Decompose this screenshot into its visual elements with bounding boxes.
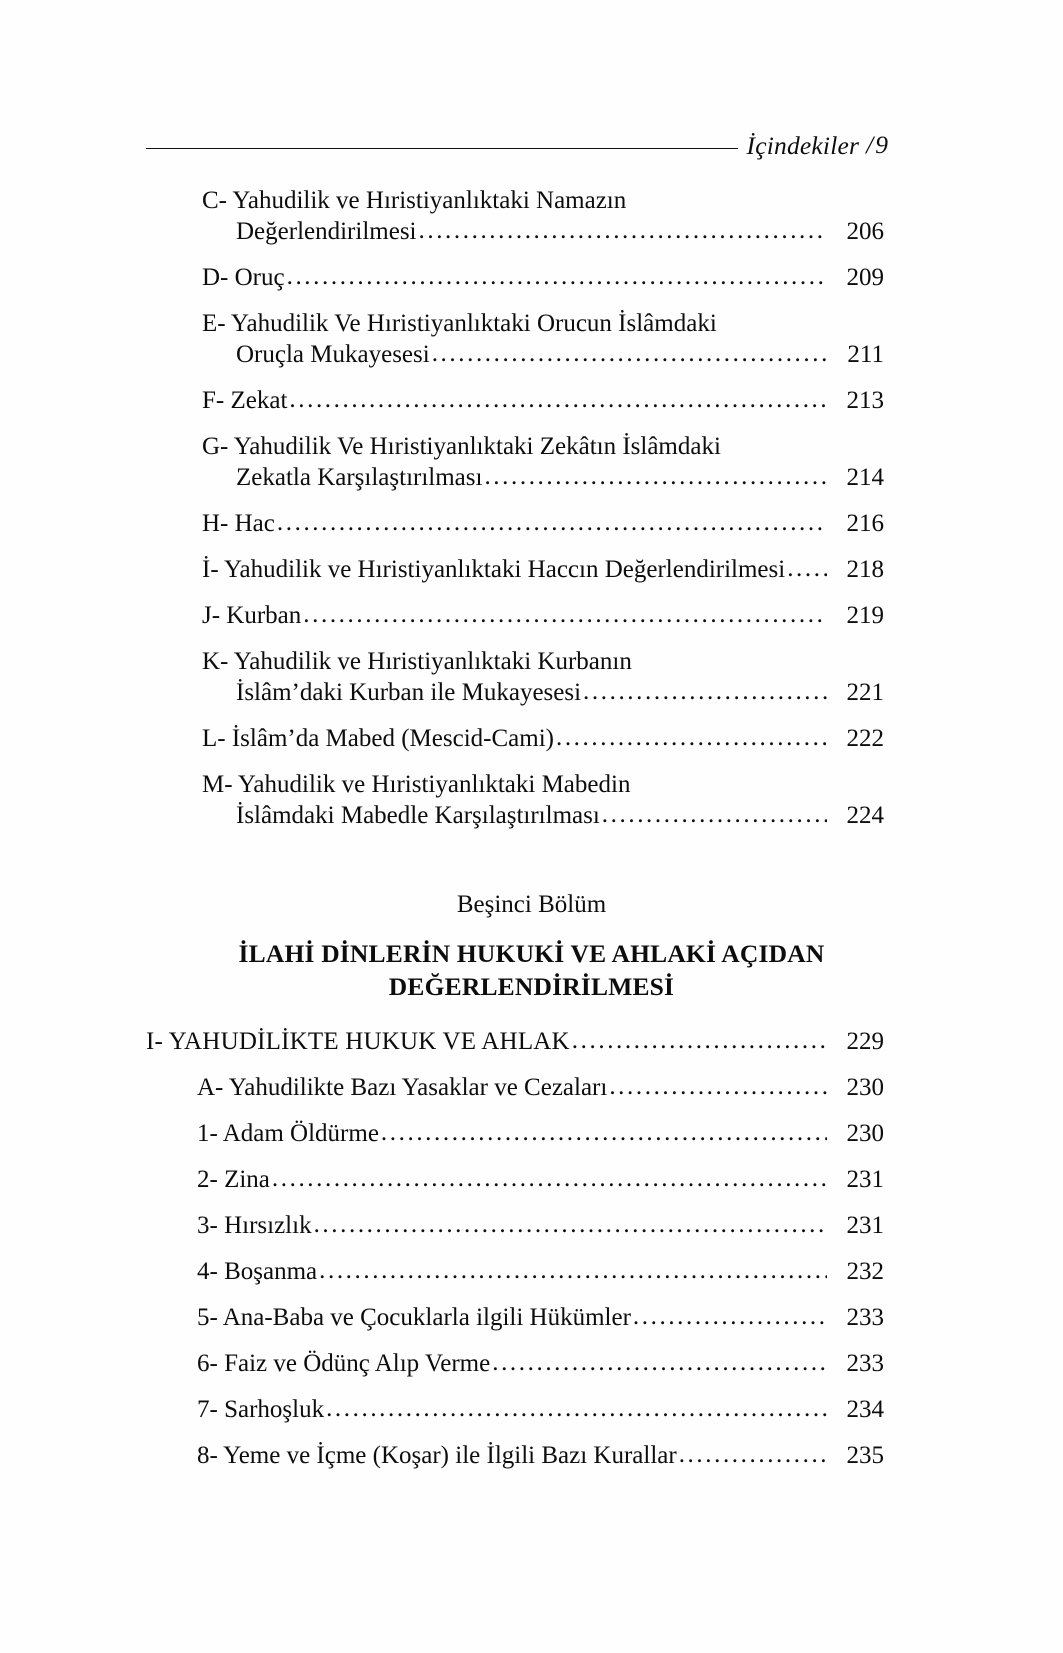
toc-line: [197, 1351, 884, 1376]
dot-leader: [319, 1258, 827, 1283]
toc-page-number: 221: [846, 679, 884, 706]
table-of-contents: [0, 188, 1063, 1468]
dot-leader: [326, 1396, 827, 1421]
dot-leader: [572, 1028, 827, 1053]
toc-entry[interactable]: [202, 388, 884, 413]
toc-page-number: 224: [846, 802, 884, 829]
toc-entry-label: 2- Zina: [197, 1166, 270, 1194]
chapter-title: [0, 938, 1063, 1003]
toc-entry-label: 5- Ana-Baba ve Çocuklarla ilgili Hükümler: [197, 1304, 631, 1332]
toc-line: [197, 1213, 884, 1238]
toc-entry-label: Zekatla Karşılaştırılması: [236, 464, 483, 491]
toc-entry[interactable]: [202, 603, 884, 628]
toc-line: [202, 649, 884, 674]
toc-entry-label: C- Yahudilik ve Hıristiyanlıktaki Namazın: [202, 187, 627, 214]
toc-page-number: 218: [846, 556, 884, 583]
toc-line: [202, 265, 884, 290]
toc-lower-group: [0, 1029, 1063, 1468]
toc-line: [197, 1121, 884, 1146]
chapter-kicker: Beşinci Bölüm: [456, 891, 607, 918]
toc-page-number: 230: [846, 1120, 884, 1148]
toc-line: [202, 311, 884, 336]
toc-entry[interactable]: [197, 1121, 884, 1146]
toc-line: [202, 557, 884, 582]
toc-page-number: 214: [846, 464, 884, 491]
toc-line: [202, 511, 884, 536]
dot-leader: [303, 602, 827, 627]
toc-entry-label: İslâm’daki Kurban ile Mukayesesi: [236, 679, 582, 706]
toc-entry-label: 6- Faiz ve Ödünç Alıp Verme: [197, 1350, 491, 1378]
toc-line: [202, 726, 884, 751]
toc-entry[interactable]: [202, 772, 884, 828]
toc-line: [146, 1029, 884, 1054]
chapter-title-line-2: DEĞERLENDİRİLMESİ: [388, 971, 675, 1001]
toc-entry-label: 4- Boşanma: [197, 1258, 318, 1286]
dot-leader: [277, 510, 827, 535]
toc-page-number: 206: [846, 218, 884, 245]
toc-page-number: 232: [846, 1258, 884, 1286]
dot-leader: [484, 464, 827, 489]
toc-line: [197, 1305, 884, 1330]
toc-line: [202, 772, 884, 797]
toc-line: [197, 1443, 884, 1468]
toc-entry-label: L- İslâm’da Mabed (Mescid-Cami): [202, 725, 554, 752]
toc-line: [202, 219, 884, 244]
toc-page-number: 229: [846, 1028, 884, 1056]
dot-leader: [602, 802, 827, 827]
toc-page-number: 219: [846, 602, 884, 629]
dot-leader: [314, 1212, 827, 1237]
toc-page-number: 230: [846, 1074, 884, 1102]
dot-leader: [556, 725, 827, 750]
toc-entry[interactable]: [202, 726, 884, 751]
toc-entry-label: İ- Yahudilik ve Hıristiyanlıktaki Haccın Değerlendirilmesi: [202, 556, 786, 583]
toc-page-number: 216: [846, 510, 884, 537]
toc-line: [197, 1259, 884, 1284]
toc-page-number: 209: [846, 264, 884, 291]
dot-leader: [583, 679, 827, 704]
toc-page-number: 234: [846, 1396, 884, 1424]
dot-leader: [432, 341, 827, 366]
toc-entry[interactable]: [197, 1305, 884, 1330]
toc-line: [197, 1075, 884, 1100]
toc-line: [202, 388, 884, 413]
dot-leader: [679, 1442, 827, 1467]
toc-entry[interactable]: [202, 188, 884, 244]
toc-line: [202, 803, 884, 828]
toc-entry-label: K- Yahudilik ve Hıristiyanlıktaki Kurbanın: [202, 648, 632, 675]
toc-line: [202, 680, 884, 705]
toc-line: [197, 1397, 884, 1422]
toc-page-number: 233: [846, 1304, 884, 1332]
dot-leader: [633, 1304, 827, 1329]
toc-entry-label: 1- Adam Öldürme: [197, 1120, 379, 1148]
toc-entry[interactable]: [202, 511, 884, 536]
toc-line: [202, 465, 884, 490]
header-separator: /: [866, 130, 874, 159]
toc-entry[interactable]: [202, 311, 884, 367]
dot-leader: [287, 264, 827, 289]
toc-entry-label: Oruçla Mukayesesi: [236, 341, 430, 368]
toc-line: [197, 1167, 884, 1192]
toc-entry[interactable]: [202, 649, 884, 705]
toc-page-number: 235: [846, 1442, 884, 1470]
toc-line: [202, 342, 884, 367]
toc-line: [202, 434, 884, 459]
toc-entry-label: H- Hac: [202, 510, 275, 537]
toc-entry-label: F- Zekat: [202, 387, 288, 414]
chapter-title-line-1: İLAHİ DİNLERİN HUKUKİ VE AHLAKİ AÇIDAN: [238, 939, 825, 968]
header-page-number: 9: [875, 130, 888, 159]
toc-entry[interactable]: [202, 265, 884, 290]
toc-entry[interactable]: [146, 1029, 884, 1054]
toc-page-number: 213: [846, 387, 884, 414]
toc-entry-label: A- Yahudilikte Bazı Yasaklar ve Cezaları: [197, 1074, 608, 1102]
dot-leader: [381, 1120, 827, 1145]
toc-entry-label: İslâmdaki Mabedle Karşılaştırılması: [236, 802, 600, 829]
dot-leader: [272, 1166, 827, 1191]
toc-page-number: 231: [846, 1212, 884, 1240]
toc-entry-label: E- Yahudilik Ve Hıristiyanlıktaki Orucun İslâmdaki: [202, 310, 717, 337]
toc-upper-group: [0, 188, 1063, 828]
toc-entry[interactable]: [197, 1167, 884, 1192]
toc-page-number: 211: [847, 341, 884, 368]
toc-entry-label: Değerlendirilmesi: [236, 218, 417, 245]
chapter-heading-block: [0, 890, 1063, 1003]
header-rule: [146, 148, 738, 149]
toc-entry-label: 3- Hırsızlık: [197, 1212, 312, 1240]
toc-entry-label: D- Oruç: [202, 264, 285, 291]
toc-entry-label: J- Kurban: [202, 602, 302, 629]
header-title: İçindekiler: [746, 130, 860, 160]
toc-line: [202, 188, 884, 213]
toc-entry[interactable]: [197, 1213, 884, 1238]
toc-entry[interactable]: [197, 1075, 884, 1100]
toc-entry[interactable]: [197, 1443, 884, 1468]
dot-leader: [492, 1350, 827, 1375]
toc-entry[interactable]: [197, 1397, 884, 1422]
toc-entry[interactable]: [197, 1351, 884, 1376]
running-header: [146, 118, 888, 160]
toc-entry[interactable]: [197, 1259, 884, 1284]
dot-leader: [609, 1074, 827, 1099]
toc-entry[interactable]: [202, 557, 884, 582]
toc-page-number: 233: [846, 1350, 884, 1378]
toc-page-number: 222: [846, 725, 884, 752]
toc-entry-label: G- Yahudilik Ve Hıristiyanlıktaki Zekâtın İslâmdaki: [202, 433, 721, 460]
toc-page-number: 231: [846, 1166, 884, 1194]
toc-entry-label: 7- Sarhoşluk: [197, 1396, 325, 1424]
toc-entry-label: I- YAHUDİLİKTE HUKUK VE AHLAK: [146, 1028, 570, 1056]
dot-leader: [419, 218, 828, 243]
toc-line: [202, 603, 884, 628]
toc-entry-label: 8- Yeme ve İçme (Koşar) ile İlgili Bazı Kurallar: [197, 1442, 677, 1470]
dot-leader: [289, 387, 827, 412]
dot-leader: [787, 556, 827, 581]
toc-entry-label: M- Yahudilik ve Hıristiyanlıktaki Mabedin: [202, 771, 631, 798]
toc-entry[interactable]: [202, 434, 884, 490]
